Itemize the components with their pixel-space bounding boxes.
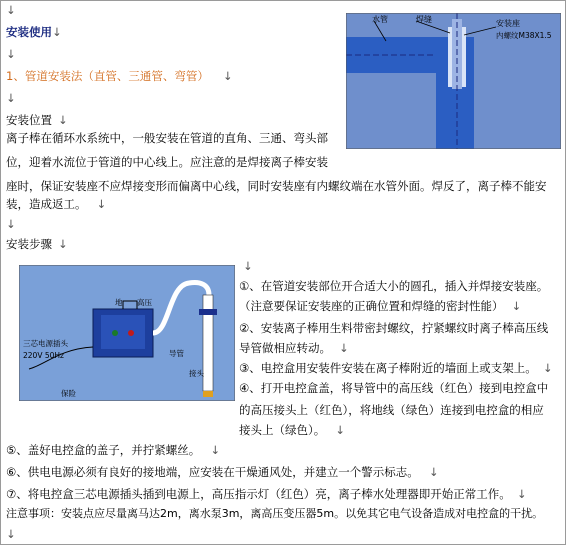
paragraph-marker: ↓ [96, 197, 107, 211]
paragraph-marker: ↓ [542, 361, 553, 375]
seat-label: 安装座 [496, 19, 520, 28]
paragraph-marker: ↓ [511, 299, 522, 313]
step-1: ①、在管道安装部位开合适大小的圆孔，插入并焊接安装座。 [239, 279, 549, 293]
step-5: ⑤、盖好电控盒的盖子，并拧紧螺丝。 [6, 443, 201, 457]
doc-title: 安装使用 [6, 25, 52, 39]
paragraph-marker: ↓ [243, 259, 253, 273]
paragraph-marker: ↓ [210, 443, 220, 457]
step-7: ⑦、将电控盒三芯电源插头插到电源上，高压指示灯（红色）亮，离子棒水处理器即开始正常工作。 [6, 487, 511, 501]
step-2-cont: 导管做相应转动。 [239, 341, 331, 355]
position-line-4: 装，造成返工。 [6, 197, 87, 211]
paragraph-marker: ↓ [339, 341, 349, 355]
step-3: ③、电控盒用安装件安装在离子棒附近的墙面上或支架上。 [239, 361, 537, 375]
paragraph-marker: ↓ [6, 91, 16, 105]
section-title: 1、管道安装法（直管、三通管、弯管） [6, 69, 209, 83]
position-heading-line [6, 113, 68, 127]
paragraph-marker: ↓ [6, 3, 16, 17]
control-box-diagram [19, 265, 235, 401]
step-2: ②、安装离子棒用生料带密封螺纹，拧紧螺纹时离子棒高压线 [239, 321, 549, 335]
steps-heading-line [6, 237, 68, 251]
paragraph-marker: ↓ [222, 69, 233, 83]
joint-label: 接头 [189, 369, 204, 378]
step-6: ⑥、供电电源必须有良好的接地端，应安装在干燥通风处，并建立一个警示标志。 [6, 465, 419, 479]
ground-label: 地 [115, 298, 123, 307]
paragraph-marker: ↓ [516, 487, 527, 501]
pipe-diagram [346, 13, 561, 149]
paragraph-marker: ↓ [58, 237, 68, 251]
doc-title-line [6, 25, 62, 39]
step-3-row [239, 361, 552, 375]
pipe-label: 水管 [372, 15, 388, 24]
step-1-note: （注意要保证安装座的正确位置和焊缝的密封性能） [239, 299, 504, 313]
step-1-note-row [239, 299, 521, 313]
control-box-drawing [19, 265, 235, 401]
paragraph-marker: ↓ [58, 113, 68, 127]
conduit-label: 导管 [169, 349, 184, 358]
thread-label: 内螺纹M38X1.5 [496, 31, 552, 40]
note: 注意事项：安装点应尽量离马达2m，离水泵3m，离高压变压器5m。以免其它电气设备造成对电控盒的干扰。 [6, 507, 544, 520]
step-4-cont: 的高压接头上（红色），将地线（绿色）连接到电控盒的相应 [239, 403, 544, 417]
paragraph-marker: ↓ [6, 47, 16, 61]
plug-label: 三芯电源插头 [23, 339, 68, 348]
position-line-1: 离子棒在循环水系统中，一般安装在管道的直角、三通、弯头部 [6, 131, 328, 145]
position-heading: 安装位置 [6, 113, 52, 127]
steps-heading: 安装步骤 [6, 237, 52, 251]
position-line-3: 座时，保证安装座不应焊接变形而偏离中心线，同时安装座有内螺纹端在水管外面。焊反了，离子棒不能安 [6, 179, 547, 193]
paragraph-marker: ↓ [6, 527, 16, 541]
step-6-row [6, 465, 438, 479]
paragraph-marker: ↓ [335, 423, 345, 437]
step-4-end-row [239, 423, 345, 437]
paragraph-marker: ↓ [428, 465, 439, 479]
step-5-row [6, 443, 220, 457]
section-title-line [6, 69, 232, 83]
paragraph-marker: ↓ [6, 217, 16, 231]
step-2-cont-row [239, 341, 349, 355]
step-4: ④、打开电控盒盖，将导管中的高压线（红色）接到电控盒中 [239, 381, 549, 395]
power-label: 220V 50Hz [23, 351, 64, 360]
paragraph-marker: ↓ [52, 25, 62, 39]
position-line-4-row [6, 197, 106, 211]
step-4-end: 接头上（绿色）。 [239, 423, 326, 437]
hv-label: 高压 [137, 298, 152, 307]
step-7-row [6, 487, 526, 501]
position-line-2: 位，迎着水流位于管道的中心线上。应注意的是焊接离子棒安装 [6, 155, 328, 169]
fuse-label: 保险 [61, 389, 76, 398]
weld-label: 焊缝 [416, 15, 432, 24]
